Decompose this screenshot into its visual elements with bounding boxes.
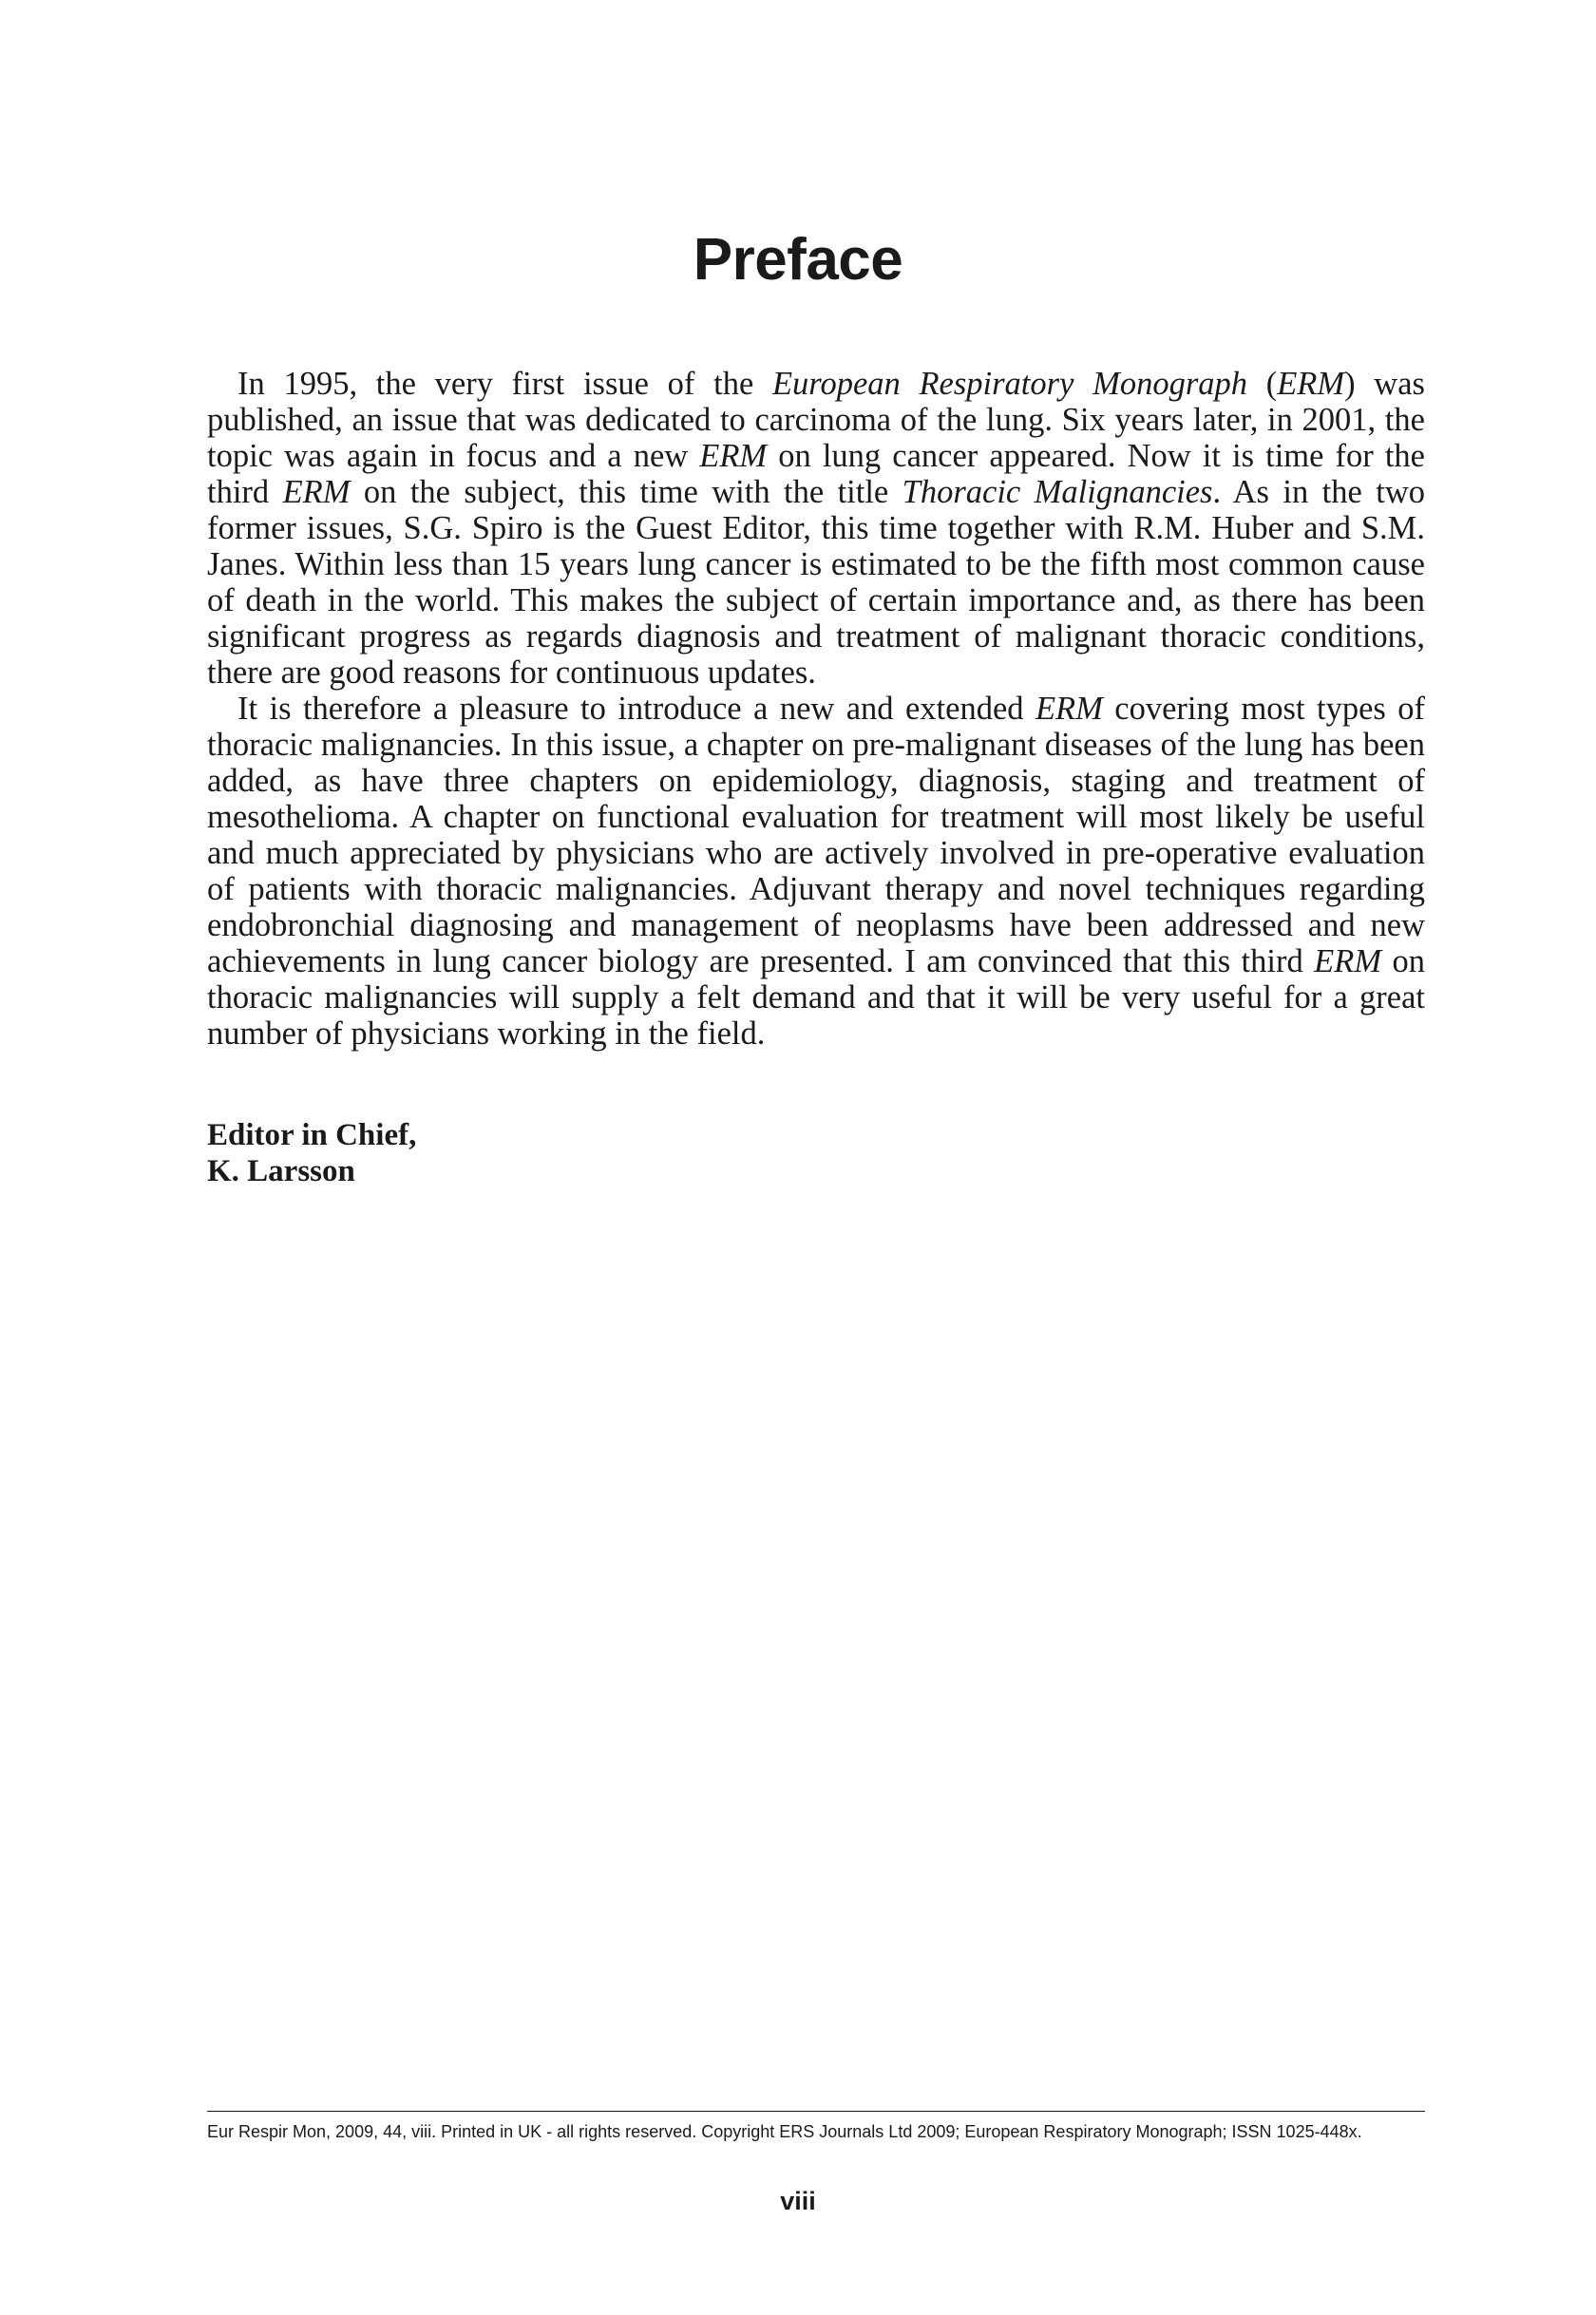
footer-divider — [207, 2111, 1425, 2112]
italic-text-run: ERM — [1035, 691, 1103, 727]
italic-text-run: ERM — [699, 438, 768, 474]
text-run: on thoracic malignancies will supply a felt demand and that it will be very useful for a great number of physicians working in the field. — [207, 943, 1426, 1052]
italic-text-run: ERM — [282, 474, 351, 510]
signature-block — [207, 1117, 416, 1189]
italic-text-run: ERM — [1277, 366, 1345, 402]
page-title: Preface — [693, 227, 903, 293]
paragraph-1 — [207, 366, 1425, 691]
italic-text-run: Thoracic Malignancies — [902, 474, 1213, 510]
italic-text-run: European Respiratory Monograph — [771, 366, 1248, 402]
preface-body — [207, 366, 1425, 1052]
signature-name: K. Larsson — [207, 1154, 355, 1188]
text-run: covering most types of thoracic malignancies. In this issue, a chapter on pre-malignant diseases of the lung has been added, as have three chapters on epidemiology, diagnosis, staging and treatment of mesothelioma. A chapter on functional evaluation for treatment will most likely be useful and much appreciated by physicians who are actively involved in pre-operative evaluation of patients with thoracic malignancies. Adjuvant therapy and novel techniques regarding endobronchial diagnosing and management of neoplasms have been addressed and new achievements in lung cancer biology are presented. I am convinced that this third — [207, 691, 1425, 979]
text-run: ) was published, an issue that was dedicated to carcinoma of the lung. Six years later, in 2001, the topic was again in focus and a new — [207, 366, 1425, 474]
italic-text-run: ERM — [1314, 943, 1382, 979]
text-run: on lung cancer appeared. Now it is time for the third — [207, 438, 1425, 510]
text-run: on the subject, this time with the title — [350, 474, 902, 510]
paragraph-2 — [207, 691, 1425, 1052]
page-number: viii — [780, 2187, 816, 2215]
text-run: ( — [1247, 366, 1278, 402]
text-run: In 1995, the very first issue of the — [238, 366, 772, 402]
text-run: It is therefore a pleasure to introduce a new and extended — [238, 691, 1036, 727]
footer-citation: Eur Respir Mon, 2009, 44, viii. Printed in UK - all rights reserved. Copyright ERS Journals Ltd 2009; European Respiratory Monograph; ISSN 1025-448x. — [207, 2122, 1362, 2141]
text-run: . As in the two former issues, S.G. Spiro is the Guest Editor, this time together with R.M. Huber and S.M. Janes. Within less than 15 years lung cancer is estimated to be the fifth most common cause of death in the world. This makes the subject of certain importance and, as there has been significant progress as regards diagnosis and treatment of malignant thoracic conditions, there are good reasons for continuous updates. — [207, 474, 1426, 691]
signature-role: Editor in Chief, — [207, 1118, 417, 1152]
